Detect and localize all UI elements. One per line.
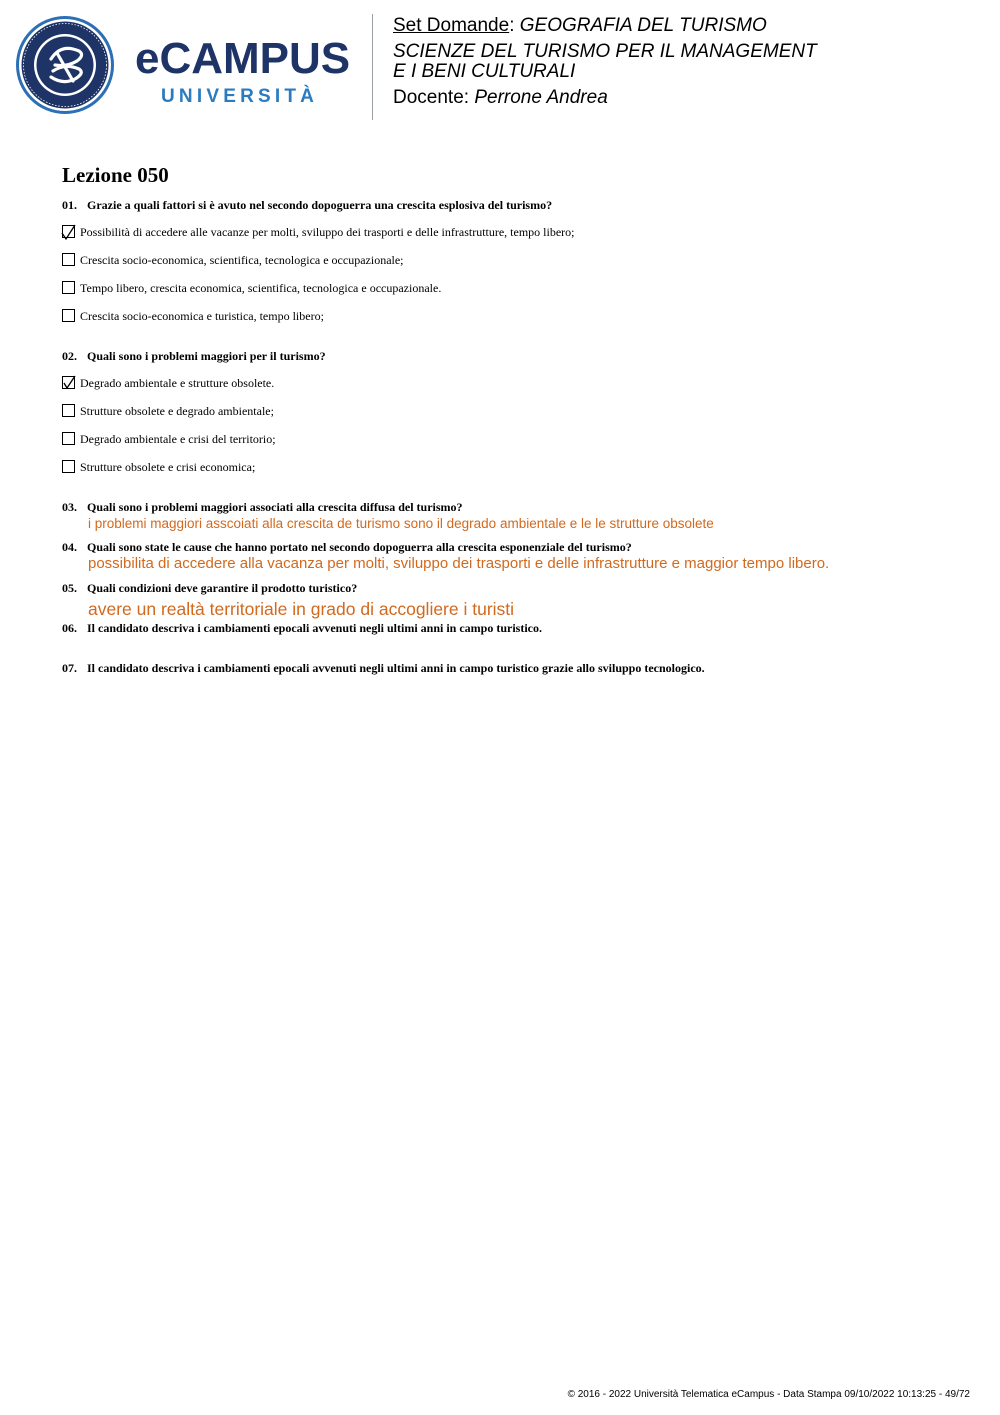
option-label: Tempo libero, crescita economica, scientifica, tecnologica e occupazionale. (80, 281, 442, 295)
checkmark-icon (60, 375, 78, 393)
option-label: Crescita socio-economica, scientifica, tecnologica e occupazionale; (80, 253, 404, 267)
question-number: 01. (62, 198, 77, 212)
question-text: Il candidato descriva i cambiamenti epocali avvenuti negli ultimi anni in campo turistico grazie allo sviluppo tecnologico. (87, 661, 705, 675)
question-text: Quali condizioni deve garantire il prodotto turistico? (87, 581, 358, 595)
degree-line-2: E I BENI CULTURALI (393, 61, 576, 82)
checkbox[interactable] (62, 281, 75, 294)
question-04 (62, 539, 632, 555)
checkbox-checked[interactable] (62, 225, 75, 238)
question-06 (62, 620, 542, 636)
page-footer: © 2016 - 2022 Università Telematica eCampus - Data Stampa 09/10/2022 10:13:25 - 49/72 (567, 1389, 970, 1400)
question-03 (62, 499, 463, 515)
answer-text-05: avere un realtà territoriale in grado di accogliere i turisti (88, 599, 515, 619)
checkbox[interactable] (62, 460, 75, 473)
logo-wordmark: eCAMPUS (135, 34, 351, 83)
set-separator: : (509, 15, 520, 36)
option-label: Possibilità di accedere alle vacanze per molti, sviluppo dei trasporti e delle infrastrutture, tempo libero; (80, 225, 575, 239)
teacher-label: Docente: (393, 87, 475, 108)
question-number: 04. (62, 540, 77, 554)
question-number: 03. (62, 500, 77, 514)
checkbox[interactable] (62, 309, 75, 322)
question-text: Quali sono i problemi maggiori associati alla crescita diffusa del turismo? (87, 500, 463, 514)
question-text: Quali sono state le cause che hanno portato nel secondo dopoguerra alla crescita esponenziale del turismo? (87, 540, 632, 554)
checkbox-checked[interactable] (62, 376, 75, 389)
logo-subtitle: UNIVERSITÀ (161, 86, 319, 107)
lesson-title: Lezione 050 (62, 163, 169, 187)
checkmark-icon (60, 224, 78, 242)
question-number: 05. (62, 581, 77, 595)
set-line (393, 14, 817, 38)
question-02 (62, 348, 326, 364)
degree-line-1: SCIENZE DEL TURISMO PER IL MANAGEMENT (393, 41, 817, 62)
question-number: 06. (62, 621, 77, 635)
university-seal-icon (15, 15, 115, 115)
question-number: 07. (62, 661, 77, 675)
question-01 (62, 197, 552, 213)
option-label: Strutture obsolete e crisi economica; (80, 460, 256, 474)
ecampus-logo (15, 15, 360, 115)
question-07 (62, 660, 705, 676)
question-05 (62, 580, 357, 596)
question-text: Grazie a quali fattori si è avuto nel secondo dopoguerra una crescita esplosiva del turismo? (87, 198, 553, 212)
question-number: 02. (62, 349, 77, 363)
teacher-line (393, 86, 817, 110)
course-name: GEOGRAFIA DEL TURISMO (519, 15, 767, 36)
answer-text-04: possibilita di accedere alla vacanza per molti, sviluppo dei trasporti e delle infrastrutture e maggior tempo libero. (88, 555, 830, 572)
option-label: Degrado ambientale e strutture obsolete. (80, 376, 275, 390)
option-label: Crescita socio-economica e turistica, tempo libero; (80, 309, 324, 323)
checkbox[interactable] (62, 253, 75, 266)
checkbox[interactable] (62, 404, 75, 417)
header-info (393, 14, 817, 110)
option-label: Strutture obsolete e degrado ambientale; (80, 404, 274, 418)
set-label: Set Domande (393, 15, 510, 36)
teacher-name: Perrone Andrea (474, 87, 608, 108)
question-text: Il candidato descriva i cambiamenti epocali avvenuti negli ultimi anni in campo turistico. (87, 621, 543, 635)
answer-text-03: i problemi maggiori asscoiati alla crescita de turismo sono il degrado ambientale e le le strutture obsolete (88, 516, 714, 531)
option-label: Degrado ambientale e crisi del territorio; (80, 432, 276, 446)
header-divider (372, 14, 373, 120)
checkbox[interactable] (62, 432, 75, 445)
question-text: Quali sono i problemi maggiori per il turismo? (87, 349, 326, 363)
